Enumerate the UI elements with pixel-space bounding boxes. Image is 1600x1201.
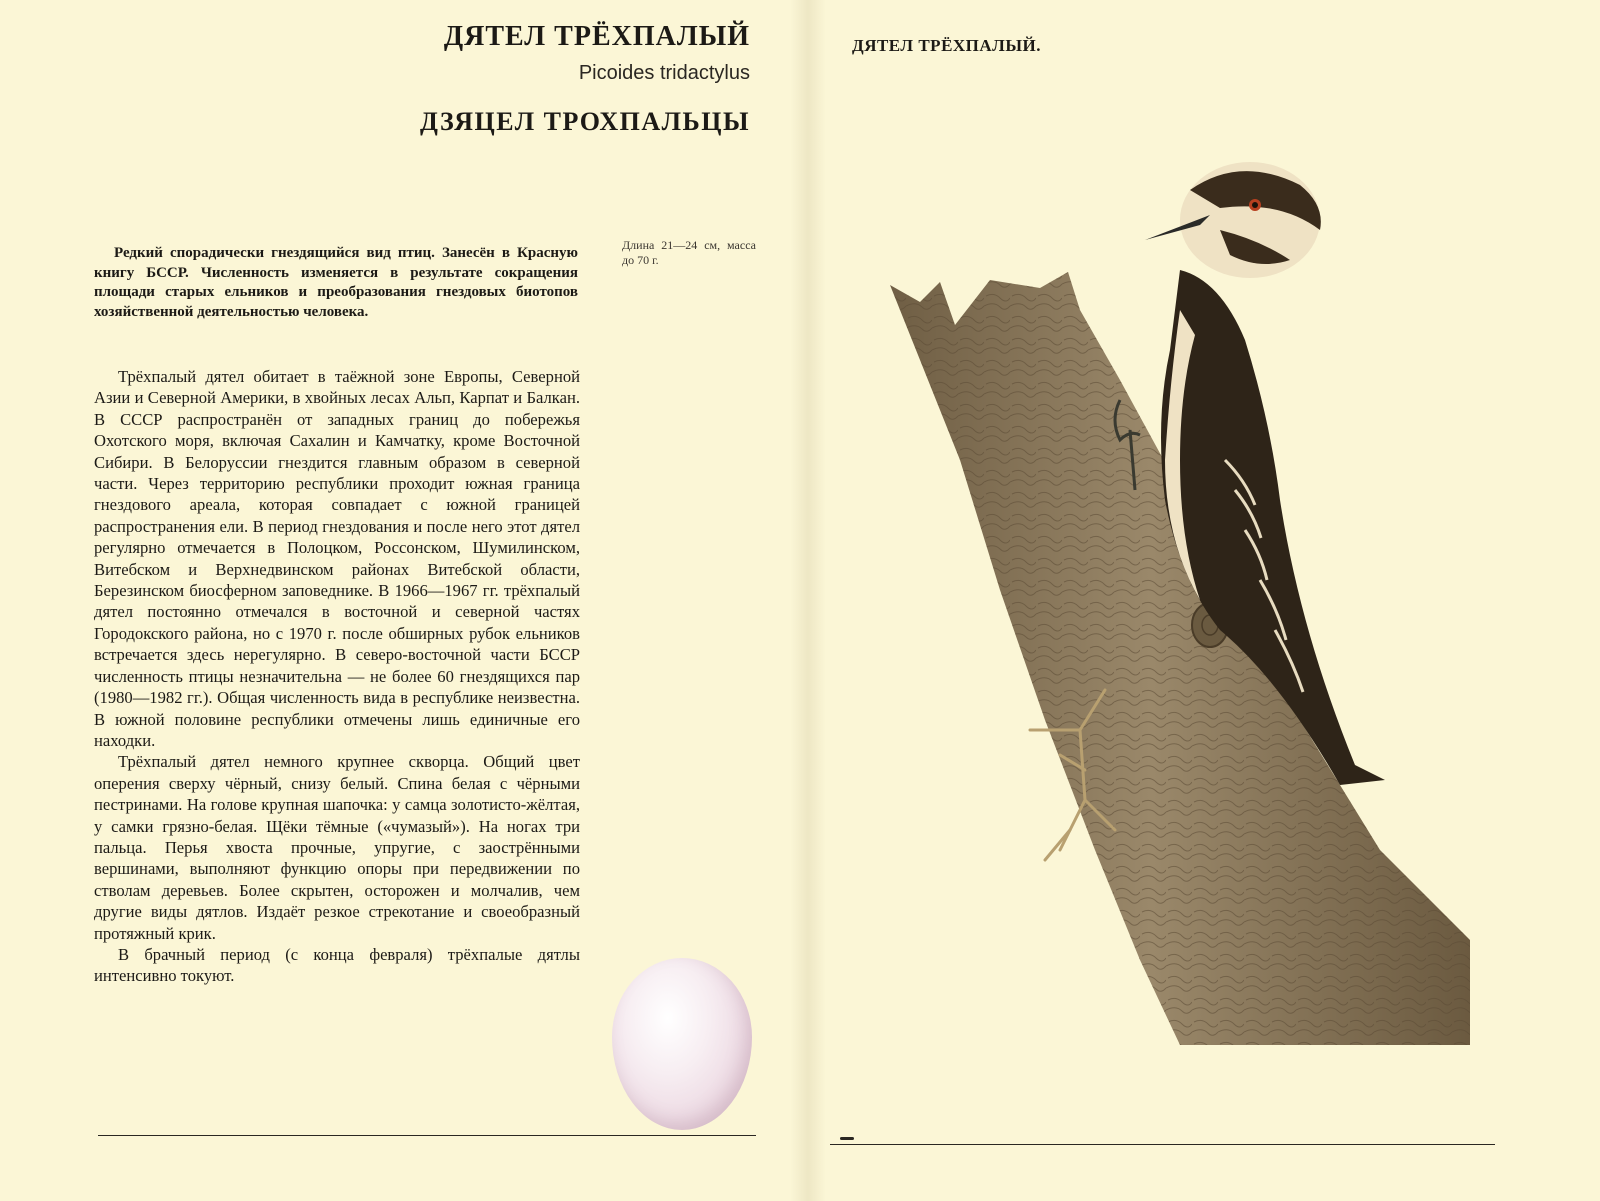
species-title-russian: ДЯТЕЛ ТРЁХПАЛЫЙ <box>443 21 750 52</box>
print-mark <box>840 1137 854 1140</box>
page-rule-left <box>98 1135 756 1136</box>
paragraph-breeding: В брачный период (с конца февраля) трёхпалые дятлы интенсивно токуют. <box>94 944 580 986</box>
plate-title: ДЯТЕЛ ТРЁХПАЛЫЙ. <box>852 36 1042 55</box>
woodpecker-plate <box>880 160 1505 1045</box>
book-gutter <box>790 0 826 1201</box>
species-title-belarusian: ДЗЯЦЕЛ ТРОХПАЛЬЦЫ <box>420 107 750 136</box>
conservation-status-text: Редкий спорадически гнездящийся вид птиц. Занесён в Красную книгу БССР. Численность изменяется в результате сокращения площади старых ельников и преобразования гнездовых биотопов хозяйственной деятельностью человека. <box>94 245 578 320</box>
paragraph-range: Трёхпалый дятел обитает в таёжной зоне Европы, Северной Азии и Северной Америки, в хвойных лесах Альп, Карпат и Балкан. В СССР распространён от западных границ до побережья Охотского моря, включая Сахалин и Камчатку, кроме Восточной Сибири. В Белоруссии гнездится главным образом в северной части. Через территорию республики проходит южная граница гнездового ареала, которая совпадает с южной границей распространения ели. В период гнездования и после него этот дятел регулярно отмечается в Полоцком, Россонском, Шумилинском, Витебском и Верхнедвинском районах Витебской области, Березинском биосферном заповеднике. В 1966—1967 гг. трёхпалый дятел постоянно отмечался в восточной и северной частях Городокского района, но с 1970 г. после обширных рубок ельников встречается здесь нерегулярно. В северо-восточной части БССР численность птицы незначительна — не более 60 гнездящихся пар (1980—1982 гг.). Общая численность вида в республике неизвестна. В южной половине республики отмечены лишь единичные его находки. <box>94 367 580 750</box>
species-latin-name: Picoides tridactylus <box>578 62 750 84</box>
egg-illustration <box>612 958 752 1130</box>
species-description <box>94 366 580 987</box>
page-rule-right <box>830 1144 1495 1145</box>
title-block <box>380 20 750 138</box>
paragraph-appearance: Трёхпалый дятел немного крупнее скворца. Общий цвет оперения сверху чёрный, снизу белый. Спина белая с чёрными пестринами. На голове крупная шапочка: у самца золотисто-жёлтая, у самки грязно-белая. Щёки тёмные («чумазый»). На ногах три пальца. Перья хвоста прочные, упругие, с заострёнными вершинами, выполняют функцию опоры при передвижении по стволам деревьев. Более скрытен, осторожен и молчалив, чем другие виды дятлов. Издаёт резкое стрекотание и своеобразный протяжный крик. <box>94 752 580 943</box>
woodpecker-illustration <box>880 160 1505 1045</box>
size-measurements: Длина 21—24 см, масса до 70 г. <box>622 238 756 267</box>
